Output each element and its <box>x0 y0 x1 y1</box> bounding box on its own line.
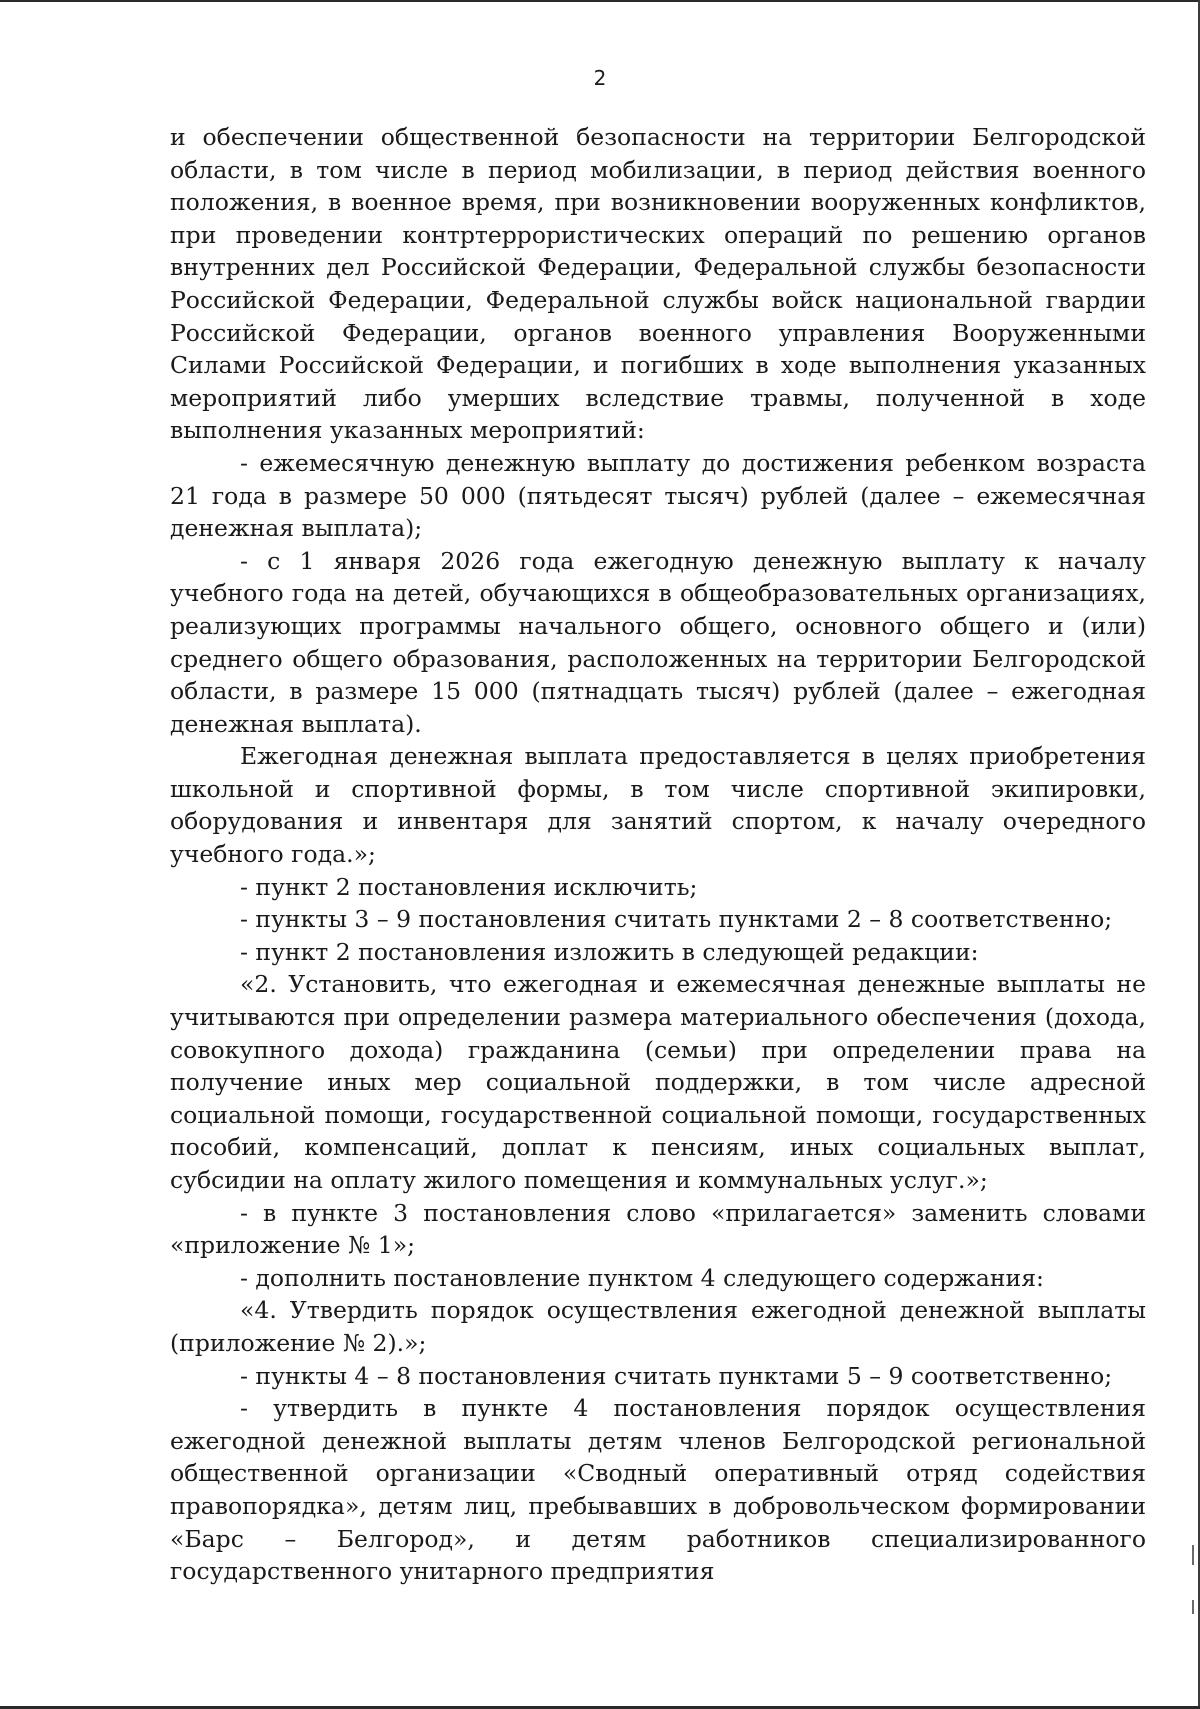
document-body <box>170 121 1146 1588</box>
paragraph-point-3-replace: - в пункте 3 постановления слово «прилагается» заменить словами «приложение № 1»; <box>170 1198 1146 1260</box>
scan-artifact-mark <box>1192 1600 1194 1614</box>
paragraph-continuation: и обеспечении общественной безопасности на территории Белгородской области, в том числе в период мобилизации, в период действия военного положения, в военное время, при возникновении вооруженных конфликтов, при проведении контртеррористических операций по решению органов внутренних дел Российской Федерации, Федеральной службы безопасности Российской Федерации, Федеральной службы войск национальной гвардии Российской Федерации, органов военного управления Вооруженными Силами Российской Федерации, и погибших в ходе выполнения указанных мероприятий либо умерших вследствие травмы, полученной в ходе выполнения указанных мероприятий: <box>170 123 1146 445</box>
paragraph-monthly-payment: - ежемесячную денежную выплату до достижения ребенком возраста 21 года в размере 50 000 (пятьдесят тысяч) рублей (далее – ежемесячная денежная выплата); <box>170 448 1146 543</box>
paragraph-annual-payment: - с 1 января 2026 года ежегодную денежную выплату к началу учебного года на детей, обучающихся в общеобразовательных организациях, реализующих программы начального общего, основного общего и (или) среднего общего образования, расположенных на территории Белгородской области, в размере 15 000 (пятнадцать тысяч) рублей (далее – ежегодная денежная выплата). <box>170 546 1146 738</box>
paragraph-approve-procedure: - утвердить в пункте 4 постановления порядок осуществления ежегодной денежной выплаты детям членов Белгородской региональной общественной организации «Сводный оперативный отряд содействия правопорядка», детям лиц, пребывавших в добровольческом формировании «Барс – Белгород», и детям работников специализированного государственного унитарного предприятия <box>170 1394 1146 1586</box>
paragraph-add-point-4: - дополнить постановление пунктом 4 следующего содержания: <box>240 1263 1044 1292</box>
scan-edge-top <box>0 0 1200 2</box>
paragraph-point-2-text: «2. Установить, что ежегодная и ежемесячная денежные выплаты не учитываются при определении размера материального обеспечения (дохода, совокупного дохода) гражданина (семьи) при определении права на получение иных мер социальной поддержки, в том числе адресной социальной помощи, государственной социальной помощи, государственных пособий, компенсаций, доплат к пенсиям, иных социальных выплат, субсидии на оплату жилого помещения и коммунальных услуг.»; <box>170 970 1146 1194</box>
paragraph-exclude-point-2: - пункт 2 постановления исключить; <box>240 872 698 901</box>
paragraph-renumber-4-8: - пункты 4 – 8 постановления считать пунктами 5 – 9 соответственно; <box>240 1361 1113 1390</box>
paragraph-annual-purpose: Ежегодная денежная выплата предоставляется в целях приобретения школьной и спортивной формы, в том числе спортивной экипировки, оборудования и инвентаря для занятий спортом, к началу очередного учебного года.»; <box>170 742 1146 869</box>
paragraph-renumber-3-9: - пункты 3 – 9 постановления считать пунктами 2 – 8 соответственно; <box>240 905 1113 934</box>
paragraph-point-2-new-edition: - пункт 2 постановления изложить в следующей редакции: <box>240 937 979 966</box>
page-number: 2 <box>593 66 607 90</box>
paragraph-point-4-text: «4. Утвердить порядок осуществления ежегодной денежной выплаты (приложение № 2).»; <box>170 1296 1146 1357</box>
scan-artifact-mark <box>1192 1545 1194 1565</box>
